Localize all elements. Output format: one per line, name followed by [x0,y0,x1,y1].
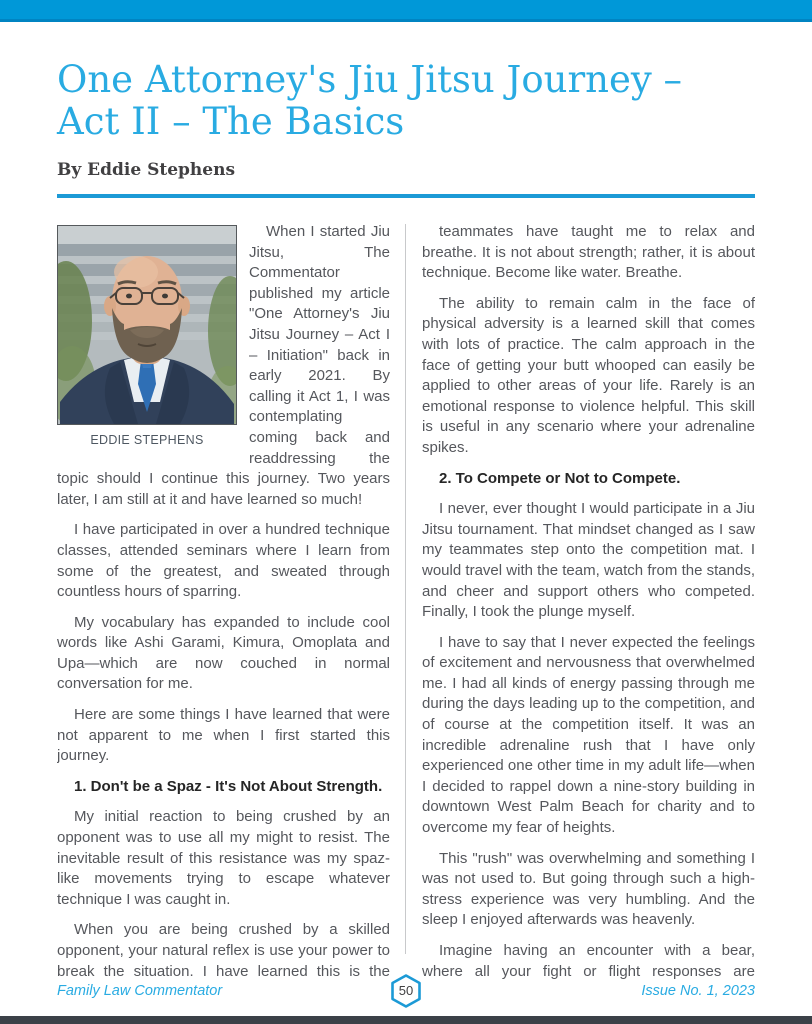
paragraph: I have participated in over a hundred technique classes, attended seminars where I learn from some of the greatest, and sweated through countless hours of sparring. [57,521,390,601]
page-content [57,25,755,984]
page-title-line2: Act II – The Basics [57,100,405,143]
paragraph: teammates have taught me to relax and breathe. It is not about strength; rather, it is about technique. Become like water. Breathe. [422,223,755,282]
page-title [57,59,755,143]
paragraph: I never, ever thought I would participate in a Jiu Jitsu tournament. That mindset changed as I saw my teammates step onto the competition mat. I would travel with the team, watch from the stands, and cheer and support others who competed. Finally, I took the plunge myself. [422,500,755,621]
page-top-border [0,0,812,22]
footer-issue-label: Issue No. 1, 2023 [641,983,755,999]
paragraph: When I started Jiu Jitsu, The Commentator published my article "One Attorney's Jiu Jitsu Journey – Act I – Initiation" back in early 2021. By calling it Act 1, I was contemplating coming back and readdressing the topic should I continue this journey. Two years later, I am still at it and have learned so much! [57,223,390,508]
left-column [57,222,390,984]
footer-journal-title: Family Law Commentator [57,983,223,999]
page-title-line1: One Attorney's Jiu Jitsu Journey – [57,58,683,101]
paragraph: My vocabulary has expanded to include cool words like Ashi Garami, Kimura, Omoplata and Upa—which are now couched in normal conversation for me. [57,613,390,693]
paragraph: Imagine having an encounter with a bear, where all your fight or flight responses are [422,942,755,980]
author-photo [57,225,237,425]
page-bottom-border [0,1016,812,1024]
paragraph: I have to say that I never expected the feelings of excitement and nervousness that overwhelmed me. I had all kinds of energy passing through me during the days leading up to the competition, and of course at the competition itself. It was an incredible adrenaline rush that I have only experienced one other time in my adult life—when I decided to rappel down a nine-story building in downtown West Palm Beach for charity and to overcome my fear of heights. [422,633,755,837]
page-number-badge [391,974,421,1008]
paragraph-text: When you are being crushed by a skilled opponent, your natural reflex is use your power to break the situation. I have learned this is the [57,921,390,980]
column-divider [405,224,406,954]
photo-caption: EDDIE STEPHENS [90,433,204,447]
page-footer [57,974,755,1008]
section-heading-2: 2. To Compete or Not to Compete. [439,469,681,487]
author-photo-figure [57,225,237,451]
paragraph: My initial reaction to being crushed by an opponent was to use all my might to resist. The inevitable result of this resistance was my spaz-like movements trying to escape whatever technique I was caught in. [57,808,390,908]
title-divider-rule [57,194,755,198]
section-heading-1: 1. Don't be a Spaz - It's Not About Strength. [74,777,383,795]
paragraph: Here are some things I have learned that were not apparent to me when I first started this journey. [57,706,390,765]
byline: By Eddie Stephens [57,160,236,180]
paragraph: The ability to remain calm in the face of physical adversity is a learned skill that comes with lots of practice. The calm approach in the face of getting your butt whooped can easily be applied to other areas of your life. Rarely is an emotional response to violence helpful. This skill is useful in any scenario where your adrenaline spikes. [422,294,755,456]
paragraph: This "rush" was overwhelming and something I was not used to. But going through such a high-stress experience was very humbling. And the sleep I enjoyed afterwards was heavenly. [422,849,755,929]
page-number: 50 [398,983,414,998]
right-column [422,222,755,984]
article-body [57,222,755,984]
